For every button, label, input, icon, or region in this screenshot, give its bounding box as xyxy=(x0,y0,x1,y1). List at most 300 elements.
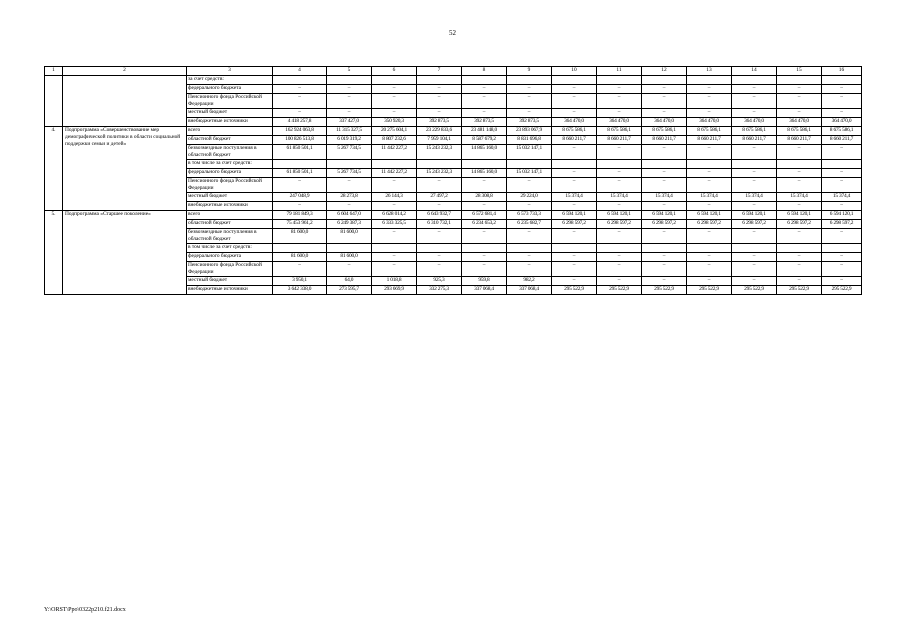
value-cell: – xyxy=(507,109,552,118)
value-cell: – xyxy=(552,85,597,94)
value-cell xyxy=(732,160,777,169)
value-cell: – xyxy=(822,85,862,94)
value-cell: – xyxy=(687,169,732,178)
value-cell: – xyxy=(462,229,507,244)
header-cell: 8 xyxy=(462,67,507,76)
value-cell: 81 600,0 xyxy=(273,253,327,262)
value-cell: – xyxy=(822,262,862,277)
value-cell: – xyxy=(822,277,862,286)
value-cell: 8 587 679,2 xyxy=(462,136,507,145)
header-cell: 14 xyxy=(732,67,777,76)
value-cell xyxy=(462,244,507,253)
value-cell: – xyxy=(372,109,417,118)
value-cell: – xyxy=(462,109,507,118)
value-cell: 8 660 211,7 xyxy=(597,136,642,145)
value-cell xyxy=(273,160,327,169)
header-cell: 4 xyxy=(273,67,327,76)
value-cell: 959,8 xyxy=(462,277,507,286)
value-cell: 6 234 653,2 xyxy=(462,220,507,229)
value-cell: – xyxy=(597,85,642,94)
value-cell: – xyxy=(597,109,642,118)
value-cell: 5 267 734,5 xyxy=(327,145,372,160)
source-label: внебюджетные источники xyxy=(187,202,273,211)
value-cell: 6 594 120,1 xyxy=(777,211,822,220)
header-cell: 2 xyxy=(63,67,187,76)
value-cell: – xyxy=(417,94,462,109)
value-cell: 295 522,9 xyxy=(687,286,732,295)
value-cell: 26 144,3 xyxy=(372,193,417,202)
value-cell: – xyxy=(732,169,777,178)
value-cell: – xyxy=(462,94,507,109)
value-cell: – xyxy=(417,178,462,193)
value-cell: 14 865 160,0 xyxy=(462,169,507,178)
value-cell: – xyxy=(732,178,777,193)
value-cell: 337 068,4 xyxy=(462,286,507,295)
value-cell: 6 298 597,2 xyxy=(687,220,732,229)
value-cell: 61 850 501,1 xyxy=(273,145,327,160)
value-cell: 6 298 597,2 xyxy=(732,220,777,229)
value-cell: – xyxy=(327,262,372,277)
value-cell: 364 470,0 xyxy=(777,118,822,127)
source-label: Пенсионного фонда Российской Федерации xyxy=(187,178,273,193)
value-cell: – xyxy=(822,145,862,160)
value-cell: – xyxy=(642,202,687,211)
source-label: Пенсионного фонда Российской Федерации xyxy=(187,94,273,109)
source-label: в том числе за счет средств: xyxy=(187,160,273,169)
header-row xyxy=(45,67,862,76)
value-cell: 6 628 014,2 xyxy=(372,211,417,220)
value-cell: 8 660 211,7 xyxy=(777,136,822,145)
value-cell: – xyxy=(552,109,597,118)
source-label: за счет средств: xyxy=(187,76,273,85)
value-cell: – xyxy=(507,94,552,109)
header-cell: 11 xyxy=(597,67,642,76)
value-cell: 6 298 597,2 xyxy=(642,220,687,229)
file-path-footer: Y:\ORST\Ppo\0322p210.f21.docx xyxy=(44,607,126,613)
value-cell: – xyxy=(372,229,417,244)
row-number-cell xyxy=(45,76,63,127)
value-cell: – xyxy=(597,178,642,193)
value-cell: 925,3 xyxy=(417,277,462,286)
value-cell: – xyxy=(597,202,642,211)
value-cell: – xyxy=(327,202,372,211)
value-cell: 6 594 120,1 xyxy=(597,211,642,220)
value-cell: 8 675 586,1 xyxy=(597,127,642,136)
value-cell: – xyxy=(372,178,417,193)
value-cell: 15 374,4 xyxy=(822,193,862,202)
value-cell: 295 522,9 xyxy=(642,286,687,295)
table-row xyxy=(45,76,862,85)
value-cell: – xyxy=(732,262,777,277)
value-cell: 8 675 586,1 xyxy=(732,127,777,136)
value-cell: – xyxy=(687,253,732,262)
value-cell: 8 675 586,1 xyxy=(822,127,862,136)
value-cell: – xyxy=(273,202,327,211)
value-cell: – xyxy=(552,202,597,211)
source-label: безвозмездные поступления в областной бюджет xyxy=(187,145,273,160)
value-cell: – xyxy=(327,178,372,193)
value-cell: 8 660 211,7 xyxy=(822,136,862,145)
subprogram-title: Подпрограмма «Совершенствование мер демографической политики в области социальной поддержки семьи и детей» xyxy=(63,127,187,211)
value-cell: 350 920,3 xyxy=(372,118,417,127)
table-body xyxy=(45,67,862,295)
value-cell: – xyxy=(372,262,417,277)
value-cell: – xyxy=(372,202,417,211)
value-cell xyxy=(687,160,732,169)
value-cell: 6 298 597,2 xyxy=(597,220,642,229)
value-cell: 6 594 120,1 xyxy=(642,211,687,220)
value-cell: – xyxy=(822,178,862,193)
value-cell: – xyxy=(687,262,732,277)
value-cell: – xyxy=(507,253,552,262)
header-cell: 3 xyxy=(187,67,273,76)
value-cell: – xyxy=(552,169,597,178)
source-label: федерального бюджета xyxy=(187,253,273,262)
source-label: всего xyxy=(187,127,273,136)
value-cell: – xyxy=(732,94,777,109)
value-cell: – xyxy=(417,202,462,211)
value-cell xyxy=(552,76,597,85)
value-cell: 15 243 232,3 xyxy=(417,169,462,178)
value-cell: – xyxy=(777,109,822,118)
table-row xyxy=(45,127,862,136)
value-cell: – xyxy=(732,85,777,94)
value-cell xyxy=(822,76,862,85)
value-cell: 23 481 148,0 xyxy=(462,127,507,136)
value-cell: 8 675 586,1 xyxy=(687,127,732,136)
value-cell: – xyxy=(462,202,507,211)
value-cell: 392 873,5 xyxy=(462,118,507,127)
value-cell: – xyxy=(642,85,687,94)
value-cell: – xyxy=(642,178,687,193)
header-cell: 12 xyxy=(642,67,687,76)
value-cell: 6 643 932,7 xyxy=(417,211,462,220)
value-cell: – xyxy=(777,85,822,94)
value-cell xyxy=(327,244,372,253)
value-cell: – xyxy=(417,262,462,277)
value-cell: – xyxy=(777,277,822,286)
value-cell: – xyxy=(777,94,822,109)
value-cell xyxy=(597,160,642,169)
value-cell: – xyxy=(822,229,862,244)
value-cell xyxy=(372,76,417,85)
value-cell: 3 950,1 xyxy=(273,277,327,286)
value-cell: – xyxy=(552,229,597,244)
value-cell: 79 181 849,3 xyxy=(273,211,327,220)
value-cell: 4 418 257,8 xyxy=(273,118,327,127)
value-cell: 8 660 211,7 xyxy=(642,136,687,145)
value-cell: 364 470,0 xyxy=(687,118,732,127)
value-cell: 61 850 501,1 xyxy=(273,169,327,178)
value-cell xyxy=(327,160,372,169)
header-cell: 5 xyxy=(327,67,372,76)
value-cell: – xyxy=(777,253,822,262)
value-cell: – xyxy=(552,94,597,109)
value-cell xyxy=(273,244,327,253)
value-cell: – xyxy=(732,253,777,262)
value-cell: 15 374,4 xyxy=(552,193,597,202)
budget-table xyxy=(44,66,862,295)
value-cell: – xyxy=(552,178,597,193)
value-cell: 5 267 734,5 xyxy=(327,169,372,178)
value-cell: 247 048,9 xyxy=(273,193,327,202)
value-cell: 6 333 325,5 xyxy=(372,220,417,229)
value-cell: 293 669,9 xyxy=(372,286,417,295)
value-cell: – xyxy=(372,253,417,262)
value-cell: 8 831 696,8 xyxy=(507,136,552,145)
value-cell: 23 893 067,9 xyxy=(507,127,552,136)
value-cell: – xyxy=(732,109,777,118)
value-cell: – xyxy=(273,178,327,193)
value-cell xyxy=(552,244,597,253)
value-cell: – xyxy=(732,202,777,211)
value-cell: – xyxy=(273,262,327,277)
value-cell: 273 595,7 xyxy=(327,286,372,295)
value-cell: 11 442 227,2 xyxy=(372,169,417,178)
value-cell xyxy=(732,76,777,85)
row-number-cell: 4. xyxy=(45,127,63,211)
value-cell xyxy=(552,160,597,169)
value-cell xyxy=(777,244,822,253)
value-cell: 15 374,4 xyxy=(642,193,687,202)
value-cell: 15 243 232,3 xyxy=(417,145,462,160)
value-cell: 64,0 xyxy=(327,277,372,286)
value-cell: 15 374,4 xyxy=(597,193,642,202)
value-cell: – xyxy=(777,229,822,244)
value-cell: – xyxy=(732,229,777,244)
value-cell xyxy=(687,244,732,253)
value-cell: 15 032 147,1 xyxy=(507,145,552,160)
value-cell xyxy=(642,244,687,253)
value-cell: 6 572 681,4 xyxy=(462,211,507,220)
value-cell: – xyxy=(417,109,462,118)
value-cell xyxy=(777,160,822,169)
value-cell: – xyxy=(822,109,862,118)
value-cell: – xyxy=(417,253,462,262)
value-cell: 6 298 597,2 xyxy=(777,220,822,229)
value-cell: – xyxy=(507,85,552,94)
source-label: областной бюджет xyxy=(187,220,273,229)
value-cell: 364 470,0 xyxy=(822,118,862,127)
value-cell xyxy=(507,244,552,253)
value-cell xyxy=(417,76,462,85)
value-cell: – xyxy=(372,94,417,109)
subprogram-cell xyxy=(63,76,187,127)
value-cell: – xyxy=(687,145,732,160)
value-cell: – xyxy=(462,85,507,94)
value-cell xyxy=(822,160,862,169)
value-cell: 8 675 586,1 xyxy=(642,127,687,136)
value-cell: 15 032 147,1 xyxy=(507,169,552,178)
value-cell: – xyxy=(273,94,327,109)
value-cell: – xyxy=(777,145,822,160)
value-cell xyxy=(417,244,462,253)
value-cell: 81 600,0 xyxy=(273,229,327,244)
value-cell: – xyxy=(642,277,687,286)
value-cell xyxy=(372,244,417,253)
value-cell: 332 275,3 xyxy=(417,286,462,295)
value-cell xyxy=(417,160,462,169)
subprogram-title: Подпрограмма «Старшее поколение» xyxy=(63,211,187,295)
table-row xyxy=(45,211,862,220)
value-cell: 15 374,4 xyxy=(687,193,732,202)
value-cell: – xyxy=(372,85,417,94)
value-cell: – xyxy=(732,145,777,160)
value-cell: – xyxy=(777,178,822,193)
value-cell: – xyxy=(687,202,732,211)
value-cell: – xyxy=(327,109,372,118)
value-cell: 6 604 647,0 xyxy=(327,211,372,220)
value-cell: 8 660 211,7 xyxy=(687,136,732,145)
value-cell: 6 249 387,3 xyxy=(327,220,372,229)
value-cell xyxy=(507,160,552,169)
value-cell: 28 273,8 xyxy=(327,193,372,202)
source-label: Пенсионного фонда Российской Федерации xyxy=(187,262,273,277)
value-cell xyxy=(642,160,687,169)
value-cell: 364 470,0 xyxy=(642,118,687,127)
value-cell: – xyxy=(597,277,642,286)
value-cell: 6 594 120,1 xyxy=(822,211,862,220)
value-cell: – xyxy=(642,253,687,262)
header-cell: 9 xyxy=(507,67,552,76)
value-cell: 6 298 597,2 xyxy=(552,220,597,229)
value-cell: – xyxy=(597,169,642,178)
value-cell xyxy=(597,76,642,85)
value-cell: 6 235 682,7 xyxy=(507,220,552,229)
value-cell: 337 427,0 xyxy=(327,118,372,127)
value-cell: – xyxy=(552,145,597,160)
value-cell: – xyxy=(507,262,552,277)
value-cell: – xyxy=(417,85,462,94)
value-cell: 20 275 604,1 xyxy=(372,127,417,136)
value-cell: – xyxy=(507,178,552,193)
value-cell: 6 573 733,3 xyxy=(507,211,552,220)
value-cell: – xyxy=(462,178,507,193)
value-cell: 3 642 338,0 xyxy=(273,286,327,295)
value-cell xyxy=(372,160,417,169)
header-cell: 1 xyxy=(45,67,63,76)
value-cell: 337 068,4 xyxy=(507,286,552,295)
value-cell: 11 442 227,2 xyxy=(372,145,417,160)
value-cell: – xyxy=(462,253,507,262)
source-label: федерального бюджета xyxy=(187,85,273,94)
value-cell: – xyxy=(327,85,372,94)
value-cell: 295 522,9 xyxy=(552,286,597,295)
value-cell: 6 594 120,1 xyxy=(552,211,597,220)
value-cell: – xyxy=(597,145,642,160)
value-cell: 6 019 319,2 xyxy=(327,136,372,145)
value-cell: 8 660 211,7 xyxy=(552,136,597,145)
value-cell: – xyxy=(822,94,862,109)
value-cell: 364 470,0 xyxy=(597,118,642,127)
source-label: областной бюджет xyxy=(187,136,273,145)
value-cell: 1 018,8 xyxy=(372,277,417,286)
source-label: федерального бюджета xyxy=(187,169,273,178)
value-cell: – xyxy=(687,277,732,286)
value-cell xyxy=(462,76,507,85)
value-cell: 11 315 327,5 xyxy=(327,127,372,136)
value-cell: 6 594 120,1 xyxy=(732,211,777,220)
source-label: в том числе за счет средств: xyxy=(187,244,273,253)
value-cell: – xyxy=(327,94,372,109)
value-cell: 6 298 597,2 xyxy=(822,220,862,229)
value-cell: 29 224,0 xyxy=(507,193,552,202)
value-cell: 28 308,8 xyxy=(462,193,507,202)
header-cell: 7 xyxy=(417,67,462,76)
value-cell: – xyxy=(462,262,507,277)
value-cell: 100 826 513,8 xyxy=(273,136,327,145)
value-cell: – xyxy=(417,229,462,244)
value-cell: – xyxy=(597,94,642,109)
value-cell: – xyxy=(642,262,687,277)
value-cell xyxy=(462,160,507,169)
value-cell: 392 873,5 xyxy=(417,118,462,127)
value-cell: 6 310 732,1 xyxy=(417,220,462,229)
value-cell: – xyxy=(822,169,862,178)
value-cell xyxy=(327,76,372,85)
value-cell: – xyxy=(732,277,777,286)
value-cell xyxy=(732,244,777,253)
value-cell: 982,2 xyxy=(507,277,552,286)
value-cell: 7 959 104,1 xyxy=(417,136,462,145)
value-cell: 15 374,4 xyxy=(777,193,822,202)
header-cell: 16 xyxy=(822,67,862,76)
page-number: 52 xyxy=(449,29,456,37)
source-label: местный бюджет xyxy=(187,277,273,286)
value-cell: 8 675 586,1 xyxy=(552,127,597,136)
value-cell: 295 522,9 xyxy=(597,286,642,295)
value-cell: 27 497,2 xyxy=(417,193,462,202)
value-cell: – xyxy=(642,94,687,109)
header-cell: 10 xyxy=(552,67,597,76)
value-cell: 8 675 586,1 xyxy=(777,127,822,136)
value-cell: – xyxy=(273,109,327,118)
value-cell xyxy=(273,76,327,85)
value-cell xyxy=(687,76,732,85)
source-label: местный бюджет xyxy=(187,109,273,118)
value-cell: – xyxy=(687,85,732,94)
value-cell: 162 924 063,8 xyxy=(273,127,327,136)
value-cell: 8 660 211,7 xyxy=(732,136,777,145)
value-cell: – xyxy=(552,262,597,277)
value-cell: – xyxy=(597,253,642,262)
value-cell: 6 594 120,1 xyxy=(687,211,732,220)
value-cell: – xyxy=(687,178,732,193)
value-cell: 81 600,0 xyxy=(327,253,372,262)
value-cell: – xyxy=(273,85,327,94)
value-cell: – xyxy=(687,229,732,244)
header-cell: 13 xyxy=(687,67,732,76)
value-cell: 295 522,9 xyxy=(732,286,777,295)
value-cell: – xyxy=(642,229,687,244)
value-cell: 75 453 961,2 xyxy=(273,220,327,229)
value-cell: 8 807 232,6 xyxy=(372,136,417,145)
source-label: внебюджетные источники xyxy=(187,118,273,127)
value-cell: 81 600,0 xyxy=(327,229,372,244)
value-cell: – xyxy=(507,202,552,211)
value-cell: 14 865 160,0 xyxy=(462,145,507,160)
header-cell: 6 xyxy=(372,67,417,76)
source-label: всего xyxy=(187,211,273,220)
value-cell: – xyxy=(507,229,552,244)
value-cell: 392 873,5 xyxy=(507,118,552,127)
value-cell xyxy=(597,244,642,253)
value-cell: – xyxy=(597,262,642,277)
value-cell: – xyxy=(552,277,597,286)
value-cell: 15 374,4 xyxy=(732,193,777,202)
value-cell: – xyxy=(552,253,597,262)
value-cell: 364 470,0 xyxy=(552,118,597,127)
